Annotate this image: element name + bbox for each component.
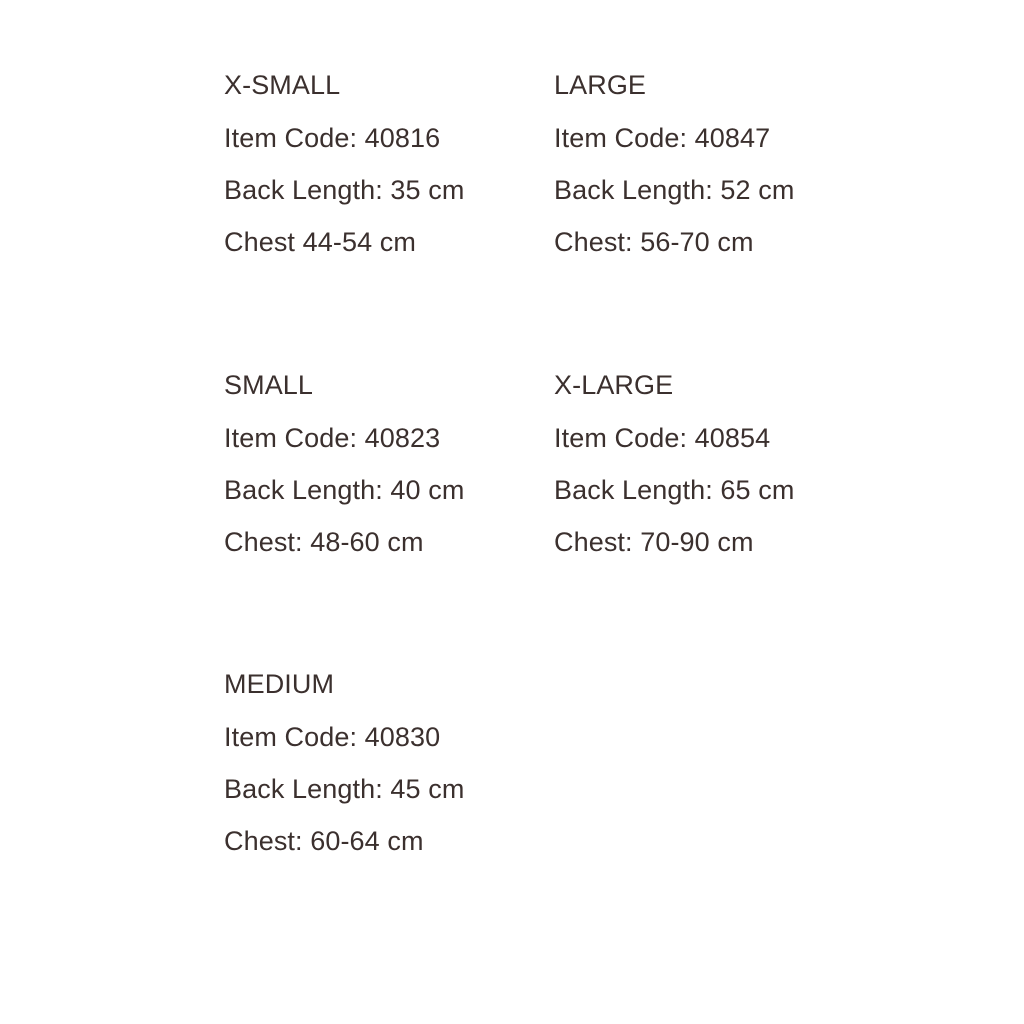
back-length: Back Length: 40 cm bbox=[224, 475, 465, 505]
item-code: Item Code: 40854 bbox=[554, 423, 771, 453]
chest-measurement: Chest: 70-90 cm bbox=[554, 527, 754, 557]
back-length: Back Length: 52 cm bbox=[554, 175, 795, 205]
size-name: X-LARGE bbox=[554, 370, 674, 400]
size-name: SMALL bbox=[224, 370, 314, 400]
back-length: Back Length: 35 cm bbox=[224, 175, 465, 205]
chest-measurement: Chest 44-54 cm bbox=[224, 227, 416, 257]
item-code: Item Code: 40816 bbox=[224, 123, 441, 153]
back-length: Back Length: 45 cm bbox=[224, 774, 465, 804]
size-name: LARGE bbox=[554, 70, 647, 100]
chest-measurement: Chest: 48-60 cm bbox=[224, 527, 424, 557]
size-name: MEDIUM bbox=[224, 669, 335, 699]
chest-measurement: Chest: 60-64 cm bbox=[224, 826, 424, 856]
item-code: Item Code: 40847 bbox=[554, 123, 771, 153]
item-code: Item Code: 40830 bbox=[224, 722, 441, 752]
item-code: Item Code: 40823 bbox=[224, 423, 441, 453]
chest-measurement: Chest: 56-70 cm bbox=[554, 227, 754, 257]
back-length: Back Length: 65 cm bbox=[554, 475, 795, 505]
size-name: X-SMALL bbox=[224, 70, 341, 100]
